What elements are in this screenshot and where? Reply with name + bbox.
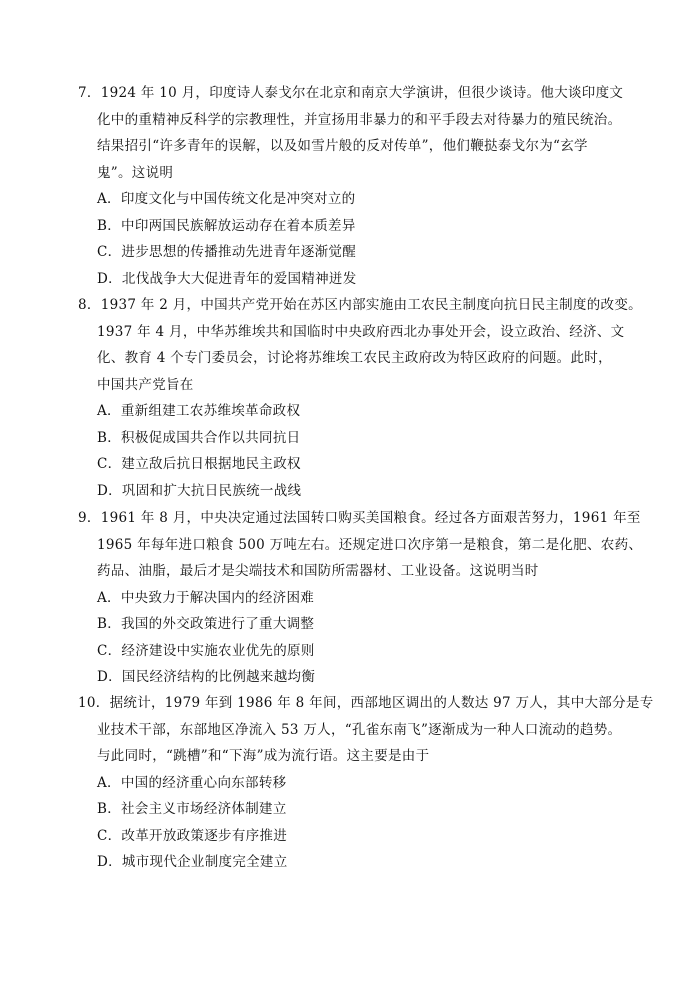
question-number: 10．	[78, 695, 110, 711]
option-a: A．印度文化与中国传统文化是冲突对立的	[97, 191, 356, 207]
question-number: 9．	[78, 510, 101, 526]
option-d: D．城市现代企业制度完全建立	[97, 854, 288, 870]
question-number: 7．	[78, 85, 101, 101]
question-stem-line: 化、教育 4 个专门委员会，讨论将苏维埃工农民主政府改为特区政府的问题。此时，	[97, 350, 612, 366]
question-9	[78, 505, 663, 691]
option-b: B．社会主义市场经济体制建立	[97, 801, 287, 817]
question-stem-line	[78, 80, 663, 107]
question-stem-line: 中国共产党旨在	[97, 376, 194, 393]
question-stem-line	[78, 505, 663, 532]
option-d: D．北伐战争大大促进青年的爱国精神迸发	[97, 270, 357, 287]
option-a: A．重新组建工农苏维埃革命政权	[97, 403, 301, 419]
question-stem-line	[78, 292, 663, 319]
option-b: B．中印两国民族解放运动存在着本质差异	[97, 217, 356, 234]
question-stem-line: 1937 年 4 月，中华苏维埃共和国临时中央政府西北办事处开会，设立政治、经济、文	[97, 323, 625, 340]
option-a: A．中国的经济重心向东部转移	[97, 774, 287, 791]
option-b: B．积极促成国共合作以共同抗日	[97, 429, 301, 446]
question-stem-line	[78, 690, 663, 717]
question-stem-line: 1965 年每年进口粮食 500 万吨左右。还规定进口次序第一是粮食，第二是化肥、农药、	[97, 536, 643, 553]
question-number: 8．	[78, 297, 101, 313]
question-stem-line: 化中的重精神反科学的宗教理性，并宣扬用非暴力的和平手段去对待暴力的殖民统治。	[97, 111, 622, 128]
option-c: C．改革开放政策逐步有序推进	[97, 827, 288, 844]
question-stem-line: 与此同时，“跳槽”和“下海”成为流行语。这主要是由于	[97, 748, 430, 764]
question-7	[78, 80, 663, 292]
option-d: D．国民经济结构的比例越来越均衡	[97, 669, 316, 685]
stem-text: 据统计，1979 年到 1986 年 8 年间，西部地区调出的人数达 97 万人，其中大部分是专	[109, 695, 654, 711]
option-b: B．我国的外交政策进行了重大调整	[97, 616, 315, 632]
question-10	[78, 690, 663, 876]
question-stem-line: 鬼”。这说明	[97, 164, 174, 181]
option-c: C．建立敌后抗日根据地民主政权	[97, 456, 301, 472]
option-c: C．进步思想的传播推动先进青年逐渐觉醒	[97, 244, 357, 260]
stem-text: 1924 年 10 月，印度诗人泰戈尔在北京和南京大学演讲，但很少谈诗。他大谈印度文	[100, 85, 624, 101]
question-8	[78, 292, 663, 504]
option-c: C．经济建设中实施农业优先的原则	[97, 642, 315, 659]
option-d: D．巩固和扩大抗日民族统一战线	[97, 482, 302, 499]
question-stem-line: 药品、油脂，最后才是尖端技术和国防所需器材、工业设备。这说明当时	[97, 563, 539, 579]
stem-text: 1937 年 2 月，中国共产党开始在苏区内部实施由工农民主制度向抗日民主制度的改变。	[100, 297, 642, 313]
question-stem-line: 业技术干部，东部地区净流入 53 万人，“孔雀东南飞”逐渐成为一种人口流动的趋势。	[97, 721, 622, 738]
question-stem-line: 结果招引“许多青年的误解，以及如雪片般的反对传单”，他们鞭挞泰戈尔为“玄学	[97, 138, 588, 154]
option-a: A．中央致力于解决国内的经济困难	[97, 589, 315, 606]
stem-text: 1961 年 8 月，中央决定通过法国转口购买美国粮食。经过各方面艰苦努力，1961 年至	[100, 510, 641, 526]
